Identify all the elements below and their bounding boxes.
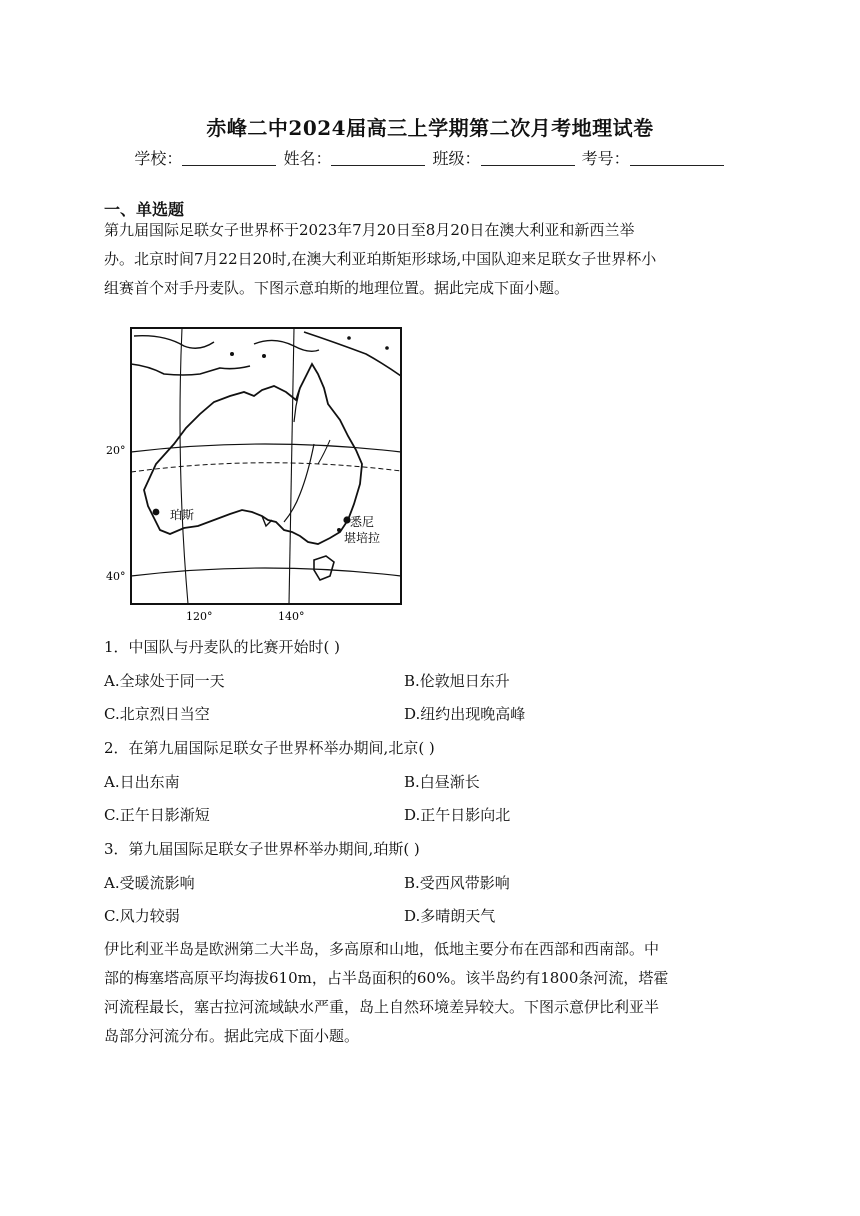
question-1-stem: 1．中国队与丹麦队的比赛开始时( ) bbox=[104, 638, 341, 656]
passage-2 bbox=[104, 935, 760, 1051]
perth-label: 珀斯 bbox=[170, 508, 195, 522]
passage-2-line: 部的梅塞塔高原平均海拔610m，占半岛面积的60%。该半岛约有1800条河流，塔霍 bbox=[104, 969, 669, 987]
question-3-stem: 3．第九届国际足联女子世界杯举办期间,珀斯( ) bbox=[104, 840, 420, 858]
question-3-option-a[interactable]: A.受暖流影响 bbox=[104, 874, 195, 892]
new-guinea-outline bbox=[304, 332, 401, 376]
tasmania-outline bbox=[314, 556, 334, 580]
passage-1 bbox=[104, 216, 760, 303]
question-3-option-c[interactable]: C.风力较弱 bbox=[104, 907, 180, 925]
lat-label-20: 20° bbox=[106, 444, 126, 457]
question-1-option-d[interactable]: D.纽约出现晚高峰 bbox=[404, 705, 526, 723]
passage-1-line: 组赛首个对手丹麦队。下图示意珀斯的地理位置。据此完成下面小题。 bbox=[104, 279, 570, 297]
canberra-label: 堪培拉 bbox=[344, 531, 381, 545]
question-3-option-b[interactable]: B.受西风带影响 bbox=[404, 874, 510, 892]
question-2-option-d[interactable]: D.正午日影向北 bbox=[404, 806, 511, 824]
passage-2-line: 伊比利亚半岛是欧洲第二大半岛，多高原和山地，低地主要分布在西部和西南部。中 bbox=[104, 940, 660, 958]
longitude-line-140 bbox=[289, 328, 294, 604]
passage-2-line: 岛部分河流分布。据此完成下面小题。 bbox=[104, 1027, 360, 1045]
question-3-option-d[interactable]: D.多晴朗天气 bbox=[404, 907, 496, 925]
latitude-line-40 bbox=[131, 568, 401, 576]
school-label: 学校： bbox=[134, 149, 183, 168]
passage-1-line: 第九届国际足联女子世界杯于2023年7月20日至8月20日在澳大利亚和新西兰举 bbox=[104, 221, 635, 239]
lon-label-140: 140° bbox=[278, 610, 305, 622]
question-1-option-c[interactable]: C.北京烈日当空 bbox=[104, 705, 210, 723]
lon-label-120: 120° bbox=[186, 610, 213, 622]
river-line bbox=[318, 440, 330, 464]
question-2-option-c[interactable]: C.正午日影渐短 bbox=[104, 806, 210, 824]
perth-dot bbox=[153, 509, 160, 516]
class-blank bbox=[481, 150, 575, 166]
question-2-option-a[interactable]: A.日出东南 bbox=[104, 773, 180, 791]
map-frame bbox=[131, 328, 401, 604]
section-heading: 一、单选题 bbox=[104, 200, 185, 219]
australia-map bbox=[104, 324, 409, 622]
canberra-dot bbox=[337, 528, 341, 532]
exam-title: 赤峰二中2024届高三上学期第二次月考地理试卷 bbox=[206, 116, 654, 140]
question-2-option-b[interactable]: B.白昼渐长 bbox=[404, 773, 480, 791]
island-outline bbox=[254, 340, 319, 351]
exam-number-label: 考号： bbox=[581, 149, 630, 168]
question-1-option-a[interactable]: A.全球处于同一天 bbox=[104, 672, 225, 690]
river-line bbox=[284, 444, 314, 522]
exam-number-blank bbox=[630, 150, 724, 166]
island-outline bbox=[134, 336, 214, 349]
name-label: 姓名： bbox=[283, 149, 332, 168]
name-blank bbox=[331, 150, 425, 166]
question-2-stem: 2．在第九届国际足联女子世界杯举办期间,北京( ) bbox=[104, 739, 435, 757]
student-info-row bbox=[0, 146, 860, 169]
lat-label-40: 40° bbox=[106, 570, 126, 583]
school-blank bbox=[182, 150, 276, 166]
island-chain bbox=[131, 364, 250, 375]
passage-1-line: 办。北京时间7月22日20时,在澳大利亚珀斯矩形球场,中国队迎来足联女子世界杯小 bbox=[104, 250, 657, 268]
question-1-option-b[interactable]: B.伦敦旭日东升 bbox=[404, 672, 510, 690]
sydney-label: 悉尼 bbox=[350, 515, 375, 529]
passage-2-line: 河流程最长，塞古拉河流域缺水严重，岛上自然环境差异较大。下图示意伊比利亚半 bbox=[104, 998, 660, 1016]
class-label: 班级： bbox=[432, 149, 481, 168]
